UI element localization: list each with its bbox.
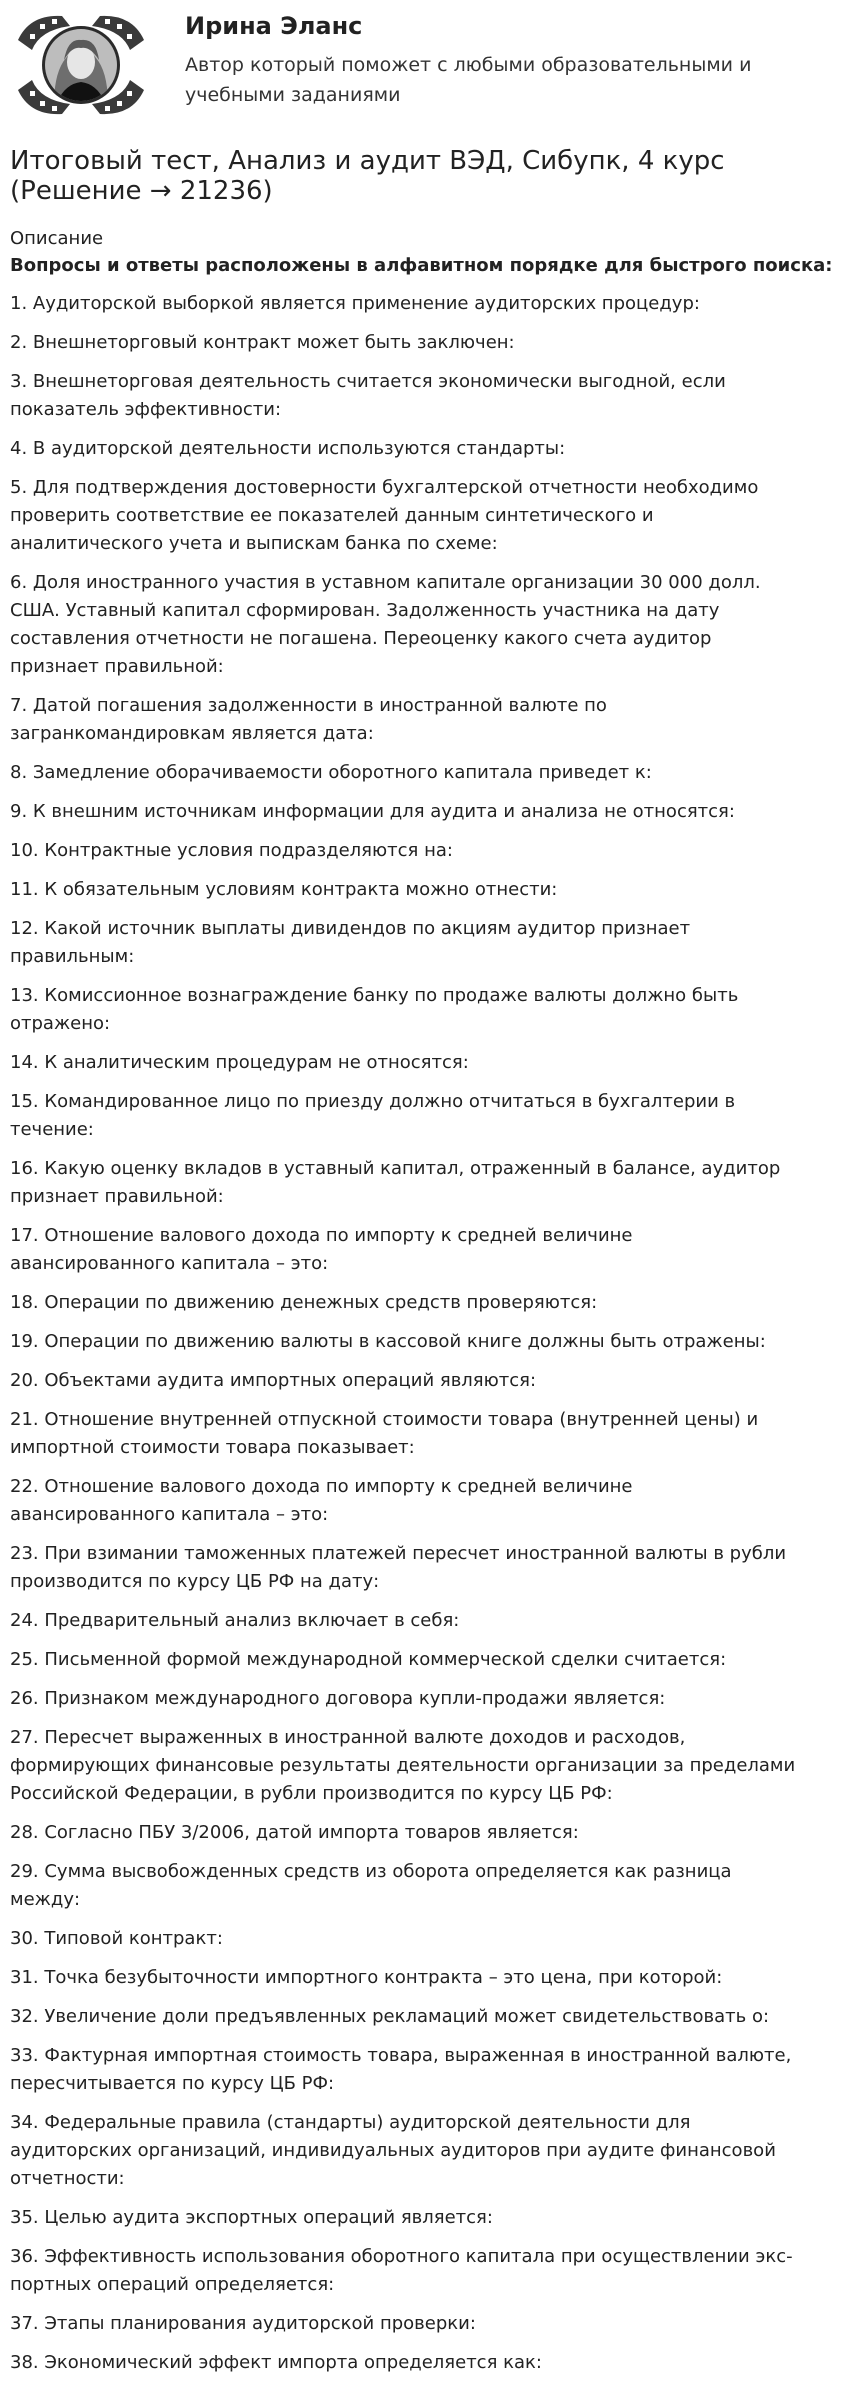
author-name[interactable]: Ирина Эланс: [185, 12, 363, 40]
description-intro: Вопросы и ответы расположены в алфавитном порядке для быстрого поиска:: [10, 255, 833, 276]
question-item: 9. К внешним источникам информации для аудита и анализа не относятся:: [10, 801, 735, 822]
question-item: 19. Операции по движению валюты в кассовой книге должны быть отражены:: [10, 1331, 766, 1352]
question-item: 38. Экономический эффект импорта определяется как:: [10, 2352, 542, 2373]
question-item: 3. Внешнеторговая деятельность считается экономически выгодной, если показатель эффективности:: [10, 371, 726, 420]
question-item: 26. Признаком международного договора купли-продажи является:: [10, 1688, 666, 1709]
question-item: 33. Фактурная импортная стоимость товара, выраженная в иностранной валюте, пересчитывается по курсу ЦБ РФ:: [10, 2045, 792, 2094]
question-item: 34. Федеральные правила (стандарты) аудиторской деятельности для аудиторских организаций, индивидуальных аудиторов при аудите финансовой отчетности:: [10, 2112, 776, 2189]
question-item: 6. Доля иностранного участия в уставном капитале организации 30 000 долл. США. Уставный капитал сформирован. Задолженность участника на дату составления отчетности не погашена. Переоценку какого счета аудитор признает правильной:: [10, 572, 761, 677]
question-item: 12. Какой источник выплаты дивидендов по акциям аудитор признает правильным:: [10, 918, 691, 967]
question-item: 23. При взимании таможенных платежей пересчет иностранной валюты в рубли производится по курсу ЦБ РФ на дату:: [10, 1543, 787, 1592]
question-item: 4. В аудиторской деятельности используются стандарты:: [10, 438, 566, 459]
question-item: 10. Контрактные условия подразделяются на:: [10, 840, 453, 861]
page-title: Итоговый тест, Анализ и аудит ВЭД, Сибупк, 4 курс (Решение → 21236): [10, 146, 725, 206]
question-item: 14. К аналитическим процедурам не относятся:: [10, 1052, 469, 1073]
question-item: 13. Комиссионное вознаграждение банку по продаже валюты должно быть отражено:: [10, 985, 739, 1034]
question-item: 32. Увеличение доли предъявленных рекламаций может свидетельствовать о:: [10, 2006, 770, 2027]
question-item: 17. Отношение валового дохода по импорту к средней величине авансированного капитала – это:: [10, 1225, 633, 1274]
question-item: 20. Объектами аудита импортных операций являются:: [10, 1370, 537, 1391]
question-item: 35. Целью аудита экспортных операций является:: [10, 2207, 493, 2228]
question-item: 2. Внешнеторговый контракт может быть заключен:: [10, 332, 515, 353]
question-item: 28. Согласно ПБУ 3/2006, датой импорта товаров является:: [10, 1822, 579, 1843]
question-item: 22. Отношение валового дохода по импорту к средней величине авансированного капитала – это:: [10, 1476, 633, 1525]
description-label: Описание: [10, 228, 104, 249]
question-item: 27. Пересчет выраженных в иностранной валюте доходов и расходов, формирующих финансовые результаты деятельности организации за пределами Российской Федерации, в рубли производится по курсу ЦБ РФ:: [10, 1727, 796, 1804]
question-item: 18. Операции по движению денежных средств проверяются:: [10, 1292, 598, 1313]
question-item: 24. Предварительный анализ включает в себя:: [10, 1610, 460, 1631]
question-item: 36. Эффективность использования оборотного капитала при осуществлении экс- портных операций определяется:: [10, 2246, 793, 2295]
author-avatar[interactable]: [10, 10, 152, 120]
author-card: [0, 0, 847, 140]
question-item: 25. Письменной формой международной коммерческой сделки считается:: [10, 1649, 727, 1670]
question-item: 8. Замедление оборачиваемости оборотного капитала приведет к:: [10, 762, 652, 783]
question-item: 31. Точка безубыточности импортного контракта – это цена, при которой:: [10, 1967, 723, 1988]
question-item: 15. Командированное лицо по приезду должно отчитаться в бухгалтерии в течение:: [10, 1091, 736, 1140]
author-description: Автор который поможет с любыми образовательными и учебными заданиями: [185, 54, 752, 106]
question-item: 5. Для подтверждения достоверности бухгалтерской отчетности необходимо проверить соответствие ее показателей данным синтетического и аналитического учета и выпискам банка по схеме:: [10, 477, 759, 554]
question-item: 1. Аудиторской выборкой является применение аудиторских процедур:: [10, 293, 700, 314]
question-item: 30. Типовой контракт:: [10, 1928, 223, 1949]
question-item: 29. Сумма высвобожденных средств из оборота определяется как разница между:: [10, 1861, 732, 1910]
question-item: 7. Датой погашения задолженности в иностранной валюте по загранкомандировкам является дата:: [10, 695, 607, 744]
question-item: 21. Отношение внутренней отпускной стоимости товара (внутренней цены) и импортной стоимости товара показывает:: [10, 1409, 759, 1458]
questions-list: [0, 290, 847, 2377]
question-item: 11. К обязательным условиям контракта можно отнести:: [10, 879, 558, 900]
question-item: 37. Этапы планирования аудиторской проверки:: [10, 2313, 476, 2334]
question-item: 16. Какую оценку вкладов в уставный капитал, отраженный в балансе, аудитор признает правильной:: [10, 1158, 781, 1207]
